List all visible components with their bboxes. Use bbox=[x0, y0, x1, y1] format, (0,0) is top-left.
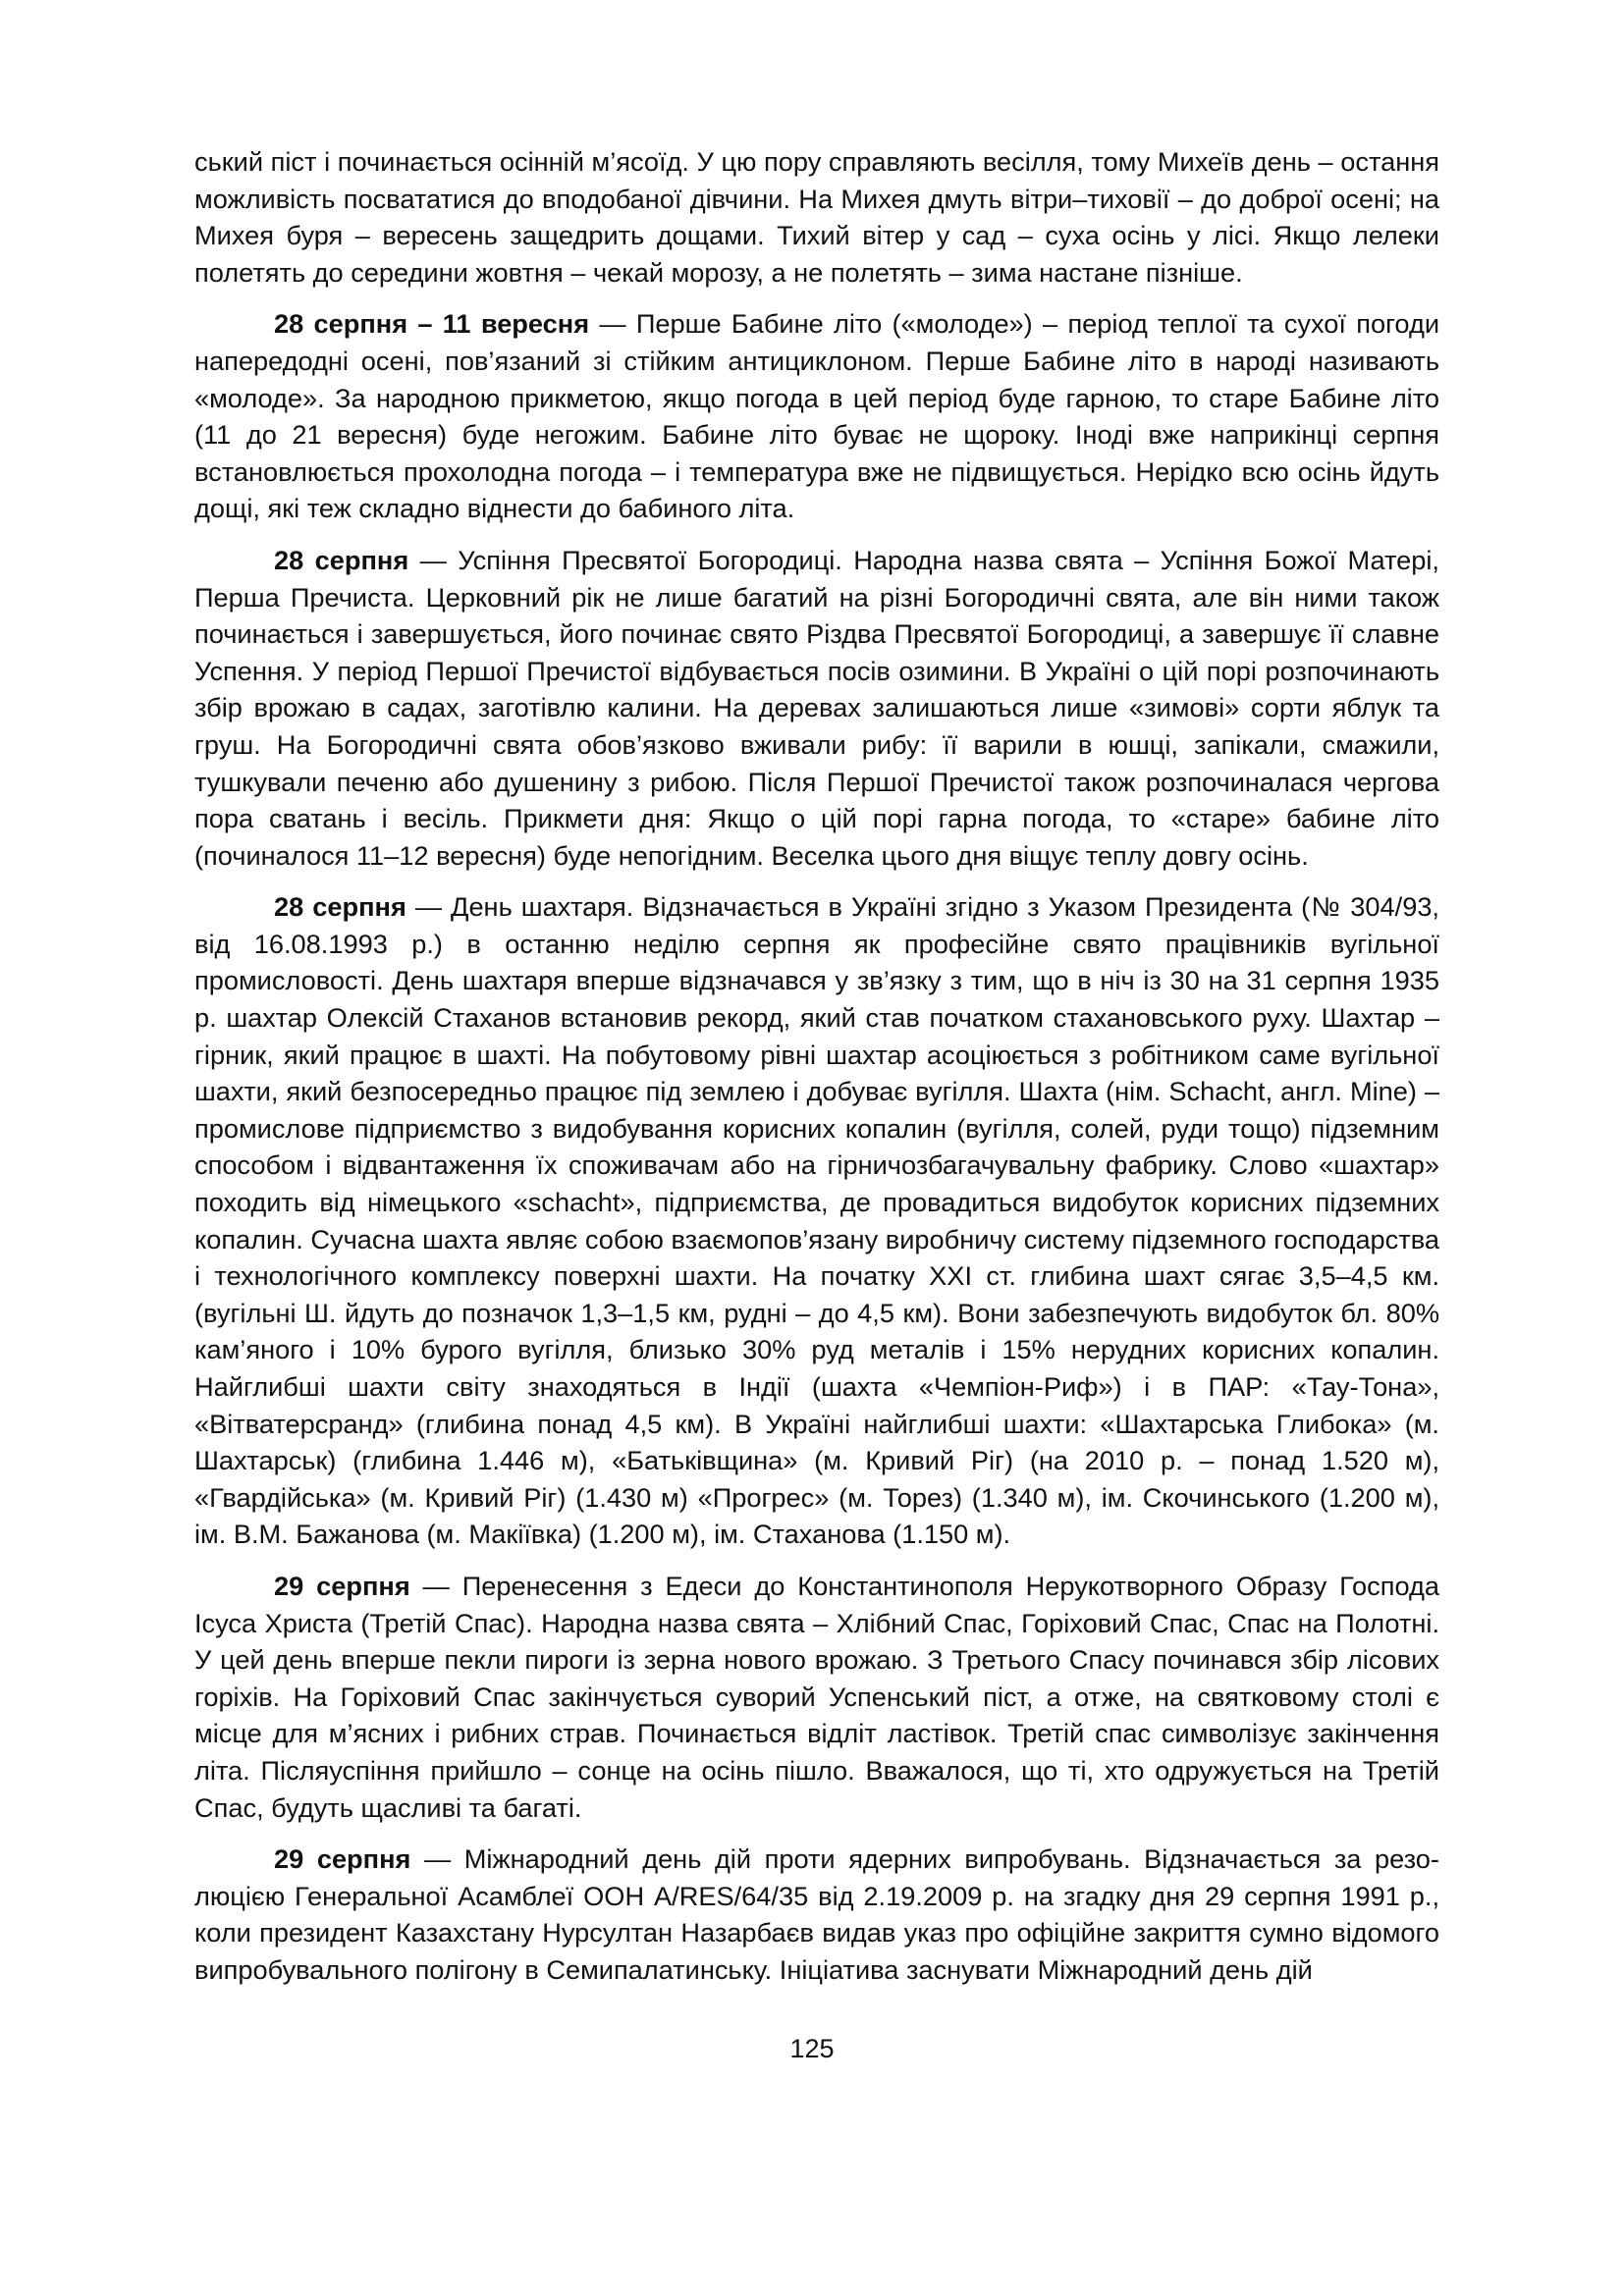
paragraph-text: — Успіння Пресвятої Богородиці. Народна назва свята – Успіння Божої Матері, Перша Пречиста. Церковний рік не лише багатий на різні Богородичні свята, але він ними також починається і завершується, його починає свято Різдва Пресвятої Богородиці, а завершує її славне Успення. У період Першої Пречистої відбувається посів озимини. В Україні о цій порі розпочинають збір врожаю в садах, заготівлю калини. На деревах залишаються лише «зимові» сорти яблук та груш. На Богородичні свята обов’язково вживали рибу: її варили в юшці, запікали, смажили, тушкували печеню або душенину з рибою. Після Першої Пречистої також розпочиналася чергова пора сватань і весіль. Прикмети дня: Якщо о цій порі гарна погода, то «старе» бабине літо (починалося 11–12 вересня) буде непогідним. Веселка цього дня віщує теплу довгу осінь. bbox=[194, 544, 1439, 871]
paragraph-text: — Перенесення з Едеси до Константинополя Нерукотворного Образу Господа Ісуса Христа (Третій Спас). Народна назва свята – Хлібний Спас, Горіховий Спас, Спас на Полотні. У цей день вперше пекли пироги із зерна нового врожаю. З Третього Спасу починався збір лісових горіхів. На Горіховий Спас закінчується суворий Успенський піст, а отже, на святковому столі є місце для м’ясних і рибних страв. Починається відліт ластівок. Третій спас символізує закінчення літа. Післяуспіння прийшло – сонце на осінь пішло. Вважалося, що ті, хто одружується на Третій Спас, будуть щасливі та багаті. bbox=[194, 1570, 1439, 1823]
paragraph-den-shakhtaria bbox=[194, 888, 1439, 1553]
page-body bbox=[194, 143, 1439, 2003]
paragraph-text: — День шахтаря. Відзначається в Україні згідно з Указом Президента (№ 304/93, від 16.08.1993 р.) в останню неділю серпня як професійне свято працівників вугільної промисловості. День шахтаря вперше відзначався у зв’язку з тим, що в ніч із 30 на 31 серпня 1935 р. шахтар Олексій Стаханов встановив рекорд, який став початком стахановського руху. Шахтар – гірник, який працює в шахті. На побутовому рівні шахтар асоціюється з робітником саме вугільної шахти, який безпосередньо працює під землею і добуває вугілля. Шахта (нім. Schacht, англ. Mine) – промислове підприємство з видобування корисних копалин (вугілля, солей, руди тощо) підземним способом і відвантаження їх споживачам або на гірничозбагачувальну фабрику. Слово «шахтар» походить від німецького «schacht», підприємства, де провадиться видобуток корисних підземних копалин. Сучасна шахта являє собою взаємопов’язану виробничу систему підземного господарства і технологічного комплексу поверхні шахти. На початку XXI ст. глибина шахт сягає 3,5–4,5 км. (вугільні Ш. йдуть до позначок 1,3–1,5 км, рудні – до 4,5 км). Вони забезпечують видобуток бл. 80% кам’яного і 10% бурого вугілля, близько 30% руд металів і 15% нерудних корисних копалин. Найглибші шахти світу знаходяться в Індії (шахта «Чемпіон-Риф») і в ПАР: «Тау-Тона», «Вітватерсранд» (глибина понад 4,5 км). В Україні найглибші шахти: «Шахтарська Глибока» (м. Шахтарськ) (глибина 1.446 м), «Батьківщина» (м. Кривий Ріг) (на 2010 р. – понад 1.520 м), «Гвардійська» (м. Кривий Ріг) (1.430 м) «Прогрес» (м. Торез) (1.340 м), ім. Скочинського (1.200 м), ім. В.М. Бажанова (м. Макіївка) (1.200 м), ім. Стаханова (1.150 м). bbox=[194, 891, 1439, 1550]
paragraph-date-heading: 29 серпня bbox=[274, 1843, 411, 1875]
paragraph-date-heading: 28 серпня bbox=[274, 891, 406, 923]
paragraph-date-heading: 28 серпня – 11 вересня bbox=[274, 308, 590, 340]
paragraph-date-heading: 28 серпня bbox=[274, 544, 409, 575]
paragraph-continuation bbox=[194, 143, 1439, 291]
paragraph-uspinnia bbox=[194, 542, 1439, 874]
paragraph-date-heading: 29 серпня bbox=[274, 1570, 410, 1601]
paragraph-yaderni-vyprobuvannia bbox=[194, 1841, 1439, 1988]
paragraph-babyne-lito bbox=[194, 305, 1439, 527]
paragraph-text: ський піст і починається осінній м’ясоїд. У цю пору справляють весілля, тому Михеїв день – остання можливість посвататися до вподобаної дівчини. На Михея дмуть вітри–тиховії – до доброї осені; на Михея буря – вересень защедрить дощами. Тихий вітер у сад – суха осінь у лісі. Якщо лелеки полетять до середини жовтня – чекай морозу, а не полетять – зима настане пізніше. bbox=[194, 146, 1439, 288]
paragraph-tretii-spas bbox=[194, 1568, 1439, 1826]
page-number: 125 bbox=[789, 2034, 835, 2063]
paragraph-text: — Міжнародний день дій проти ядерних випробувань. Відзначається за резолюцією Генеральної Асамблеї ООН A/RES/64/35 від 2.19.2009 р. на згадку дня 29 серпня 1991 р., коли президент Казахстану Нурсултан Назарбаєв видав указ про офіційне закриття сумно відомого випробувального полігону в Семипалатинську. Ініціатива заснувати Міжнародний день дій bbox=[194, 1843, 1439, 1985]
paragraph-text: — Перше Бабине літо («молоде») – період теплої та сухої погоди напередодні осені, пов’язаний зі стійким антициклоном. Перше Бабине літо в народі називають «молоде». За народною прикметою, якщо погода в цей період буде гарною, то старе Бабине літо (11 до 21 вересня) буде негожим. Бабине літо буває не щороку. Іноді вже наприкінці серпня встановлюється прохолодна погода – і температура вже не підвищується. Нерідко всю осінь йдуть дощі, які теж складно віднести до бабиного літа. bbox=[194, 308, 1440, 524]
